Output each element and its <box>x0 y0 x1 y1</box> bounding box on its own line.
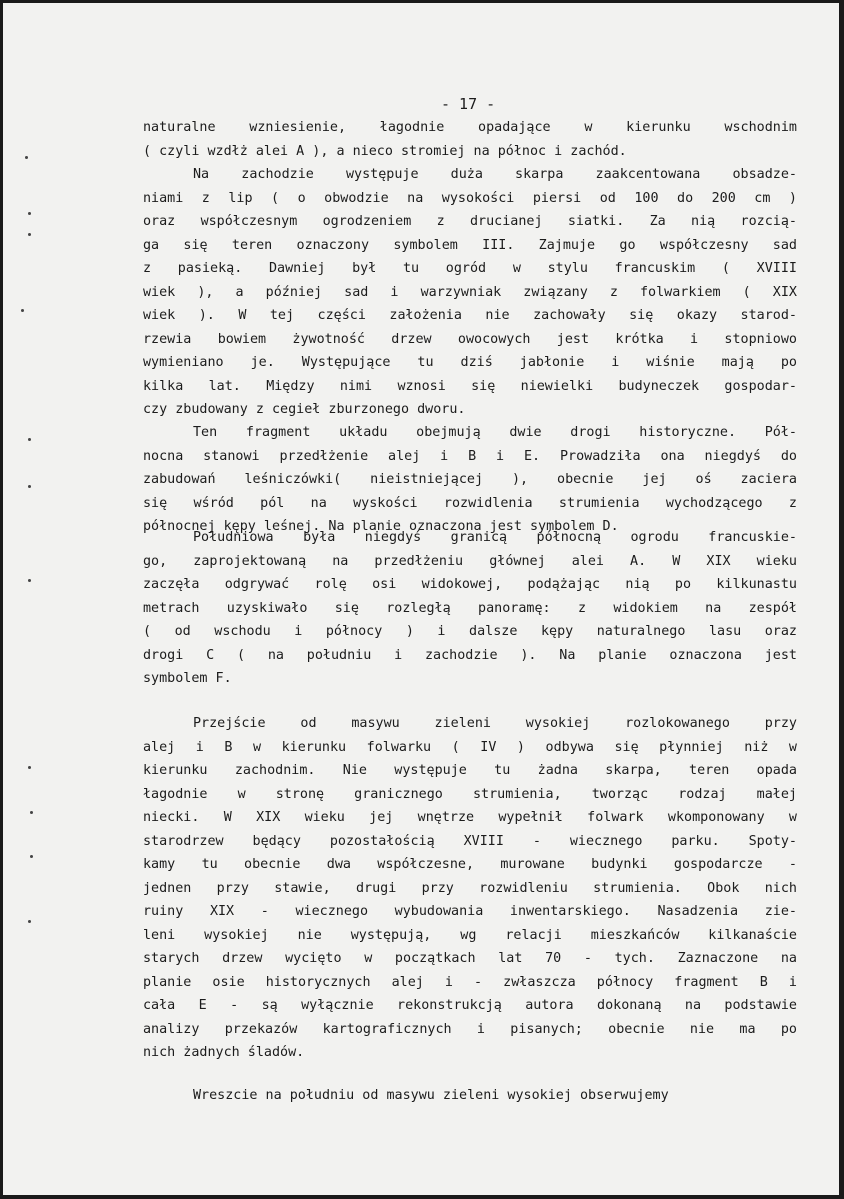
paragraph <box>143 712 797 1065</box>
text-line: wiek ). W tej części założenia nie zachowały się okazy starod- <box>143 308 797 323</box>
text-line: ga się teren oznaczony symbolem III. Zajmuje go współczesny sad <box>143 237 797 253</box>
text-line: symbolem F. <box>143 671 232 686</box>
paragraph <box>143 1084 797 1108</box>
scan-speck <box>28 920 31 923</box>
text-line: analizy przekazów kartograficznych i pisanych; obecnie nie ma po <box>143 1021 797 1037</box>
scan-speck <box>30 855 33 858</box>
text-line: Na zachodzie występuje duża skarpa zaakcentowana obsadze- <box>193 167 797 182</box>
text-line: nich żadnych śladów. <box>143 1045 305 1060</box>
text-line: niami z lip ( o obwodzie na wysokości piersi od 100 do 200 cm ) <box>143 190 797 206</box>
text-line: drogi C ( na południu i zachodzie ). Na planie oznaczona jest <box>143 647 797 663</box>
text-line: go, zaprojektowaną na przedłżeniu głównej alei A. W XIX wieku <box>143 553 797 569</box>
text-line: jednen przy stawie, drugi przy rozwidleniu strumienia. Obok nich <box>143 880 797 896</box>
paragraph <box>143 526 797 691</box>
scan-speck <box>28 438 31 441</box>
text-line: ( od wschodu i północy ) i dalsze kępy naturalnego lasu oraz <box>143 624 797 639</box>
scan-speck <box>25 156 28 159</box>
text-line: Ten fragment układu obejmują dwie drogi historyczne. Pół- <box>193 425 797 440</box>
text-line: Wreszcie na południu od masywu zieleni wysokiej obserwujemy <box>193 1088 669 1103</box>
text-line: starych drzew wycięto w początkach lat 70 - tych. Zaznaczone na <box>143 951 797 966</box>
scan-speck <box>28 212 31 215</box>
paragraph <box>143 116 797 163</box>
text-line: kierunku zachodnim. Nie występuje tu żadna skarpa, teren opada <box>143 763 797 778</box>
text-line: się wśród pól na wyskości rozwidlenia strumienia wychodzącego z <box>143 495 797 511</box>
text-line: planie osie historycznych alej i - zwłaszcza północy fragment B i <box>143 974 797 990</box>
text-line: kilka lat. Między nimi wznosi się niewielki budyneczek gospodar- <box>143 378 797 394</box>
text-line: alej i B w kierunku folwarku ( IV ) odbywa się płynniej niż w <box>143 739 797 755</box>
scan-speck <box>30 811 33 814</box>
scan-speck <box>28 766 31 769</box>
text-line: oraz współczesnym ogrodzeniem z drucianej siatki. Za nią rozcią- <box>143 214 797 229</box>
text-line: naturalne wzniesienie, łagodnie opadające w kierunku wschodnim <box>143 120 797 135</box>
text-line: z pasieką. Dawniej był tu ogród w stylu francuskim ( XVIII <box>143 261 797 276</box>
text-line: Przejście od masywu zieleni wysokiej rozlokowanego przy <box>193 716 797 731</box>
text-line: Południowa była niegdyś granicą północną ogrodu francuskie- <box>193 530 797 545</box>
text-line: rzewia bowiem żywotność drzew owocowych jest krótka i stopniowo <box>143 331 797 347</box>
text-line: zaczęła odgrywać rolę osi widokowej, podążając nią po kilkunastu <box>143 577 797 592</box>
text-line: łagodnie w stronę granicznego strumienia, tworząc rodzaj małej <box>143 786 797 802</box>
scanned-page <box>3 3 839 1195</box>
scan-speck <box>28 485 31 488</box>
paragraph <box>143 163 797 422</box>
scan-speck <box>28 579 31 582</box>
text-line: kamy tu obecnie dwa współczesne, murowane budynki gospodarcze - <box>143 857 797 872</box>
text-line: ruiny XIX - wiecznego wybudowania inwentarskiego. Nasadzenia zie- <box>143 904 797 919</box>
text-line: niecki. W XIX wieku jej wnętrze wypełnił folwark wkomponowany w <box>143 810 797 825</box>
text-line: metrach uzyskiwało się rozległą panoramę: z widokiem na zespół <box>143 600 797 616</box>
text-line: zabudowań leśniczówki( nieistniejącej ), obecnie jej oś zaciera <box>143 472 797 487</box>
paragraph <box>143 421 797 539</box>
text-line: wymieniano je. Występujące tu dziś jabłonie i wiśnie mają po <box>143 355 797 370</box>
page-number: - 17 - <box>441 95 496 113</box>
text-line: cała E - są wyłącznie rekonstrukcją autora dokonaną na podstawie <box>143 998 797 1013</box>
text-line: czy zbudowany z cegieł zburzonego dworu. <box>143 402 466 417</box>
text-line: starodrzew będący pozostałością XVIII - wiecznego parku. Spoty- <box>143 833 797 849</box>
text-line: ( czyli wzdłż alei A ), a nieco stromiej na północ i zachód. <box>143 143 627 159</box>
text-line: leni wysokiej nie występują, wg relacji mieszkańców kilkanaście <box>143 927 797 943</box>
text-line: północnej kępy leśnej. Na planie oznaczona jest symbolem D. <box>143 519 619 534</box>
scan-speck <box>28 233 31 236</box>
scan-speck <box>21 309 24 312</box>
text-line: nocna stanowi przedłżenie alej i B i E. Prowadziła ona niegdyś do <box>143 448 797 464</box>
text-line: wiek ), a później sad i warzywniak związany z folwarkiem ( XIX <box>143 284 797 300</box>
